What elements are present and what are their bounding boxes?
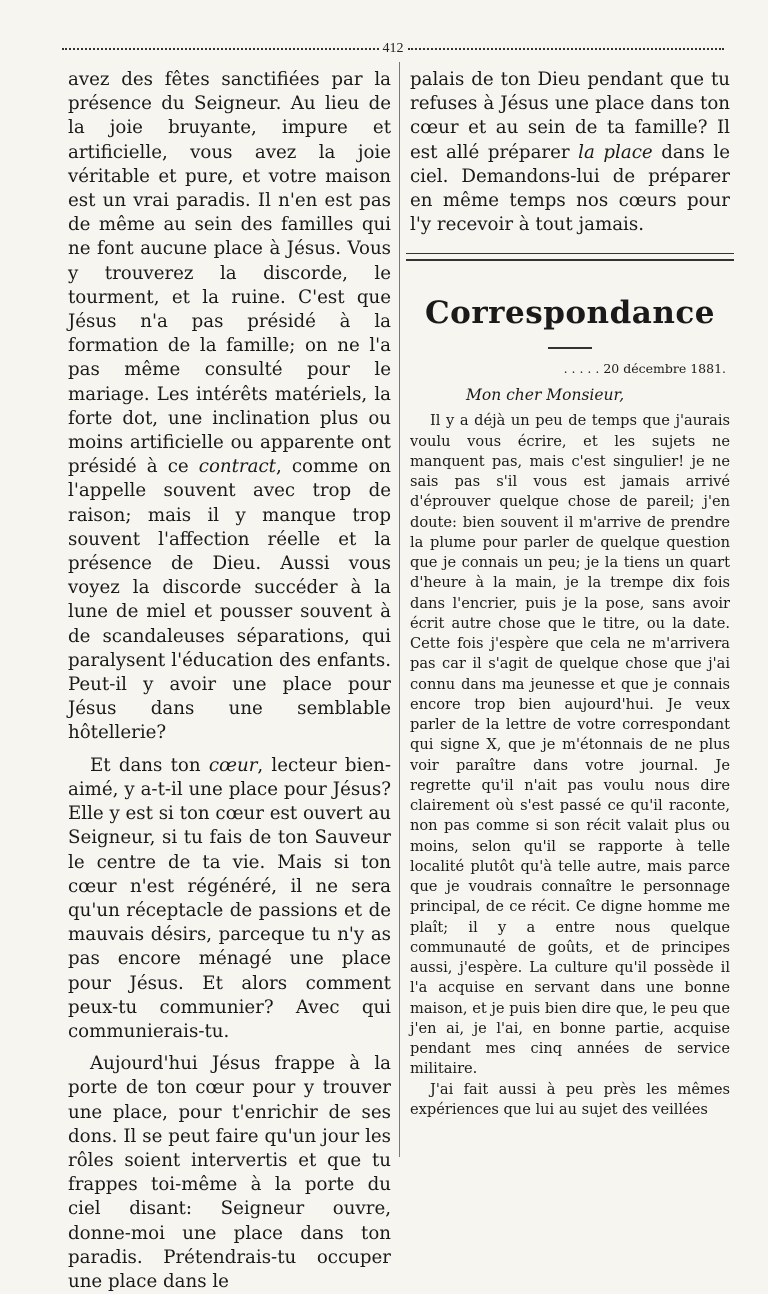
letter-paragraph-2: J'ai fait aussi à peu près les mêmes expériences que lui au sujet des veillées — [410, 1080, 730, 1118]
header-rule-left — [62, 48, 379, 50]
section-heading: Correspondance — [425, 295, 715, 332]
right-top-start: palais de ton Dieu pendant que tu refuses à Jésus une place dans ton cœur et au sein de ta famille? Il est allé préparer — [410, 69, 730, 163]
letter-salutation: Mon cher Monsieur, — [466, 386, 625, 405]
heading-underline — [548, 347, 592, 349]
left-p1-tail: , comme on l'appelle souvent avec trop de raison; mais il y manque trop souvent l'affection réelle et la présence de Dieu. Aussi vous voyez la discorde succéder à la lune de miel et pousser souvent à de scandaleuses séparations, qui paralysent l'éducation des enfants. Peut-il y avoir une place pour Jésus dans une semblable hôtellerie? — [68, 456, 391, 744]
left-p2-emphasis: cœur — [208, 754, 258, 776]
page-number: 412 — [382, 41, 404, 56]
left-paragraph-2 — [68, 754, 391, 1044]
right-column — [410, 68, 730, 1120]
right-top-rest: dans le ciel. Demandons-lui de préparer en même temps nos cœurs pour l'y recevoir à tout jamais. — [410, 141, 730, 236]
column-divider — [399, 62, 400, 1157]
letter-body — [410, 411, 730, 1120]
letter-paragraph-1: Il y a déjà un peu de temps que j'aurais voulu vous écrire, et les sujets ne manquent pas, mais c'est singulier! je ne sais pas s'il vous est jamais arrivé d'éprouver quelque chose de pareil; j'en doute: bien souvent il m'arrive de prendre la plume pour parler de quelque question que je connais un peu; je la tiens un quart d'heure à la main, je la trempe dix fois dans l'encrier, puis je la pose, sans avoir écrit autre chose que le titre, ou la date. Cette fois j'espère que cela ne m'arrivera pas car il s'agit de quelque chose que j'ai connu dans ma jeunesse et que je connais encore trop bien aujourd'hui. Je veux parler de la lettre de votre correspondant qui signe X, que je m'étonnais de ne plus voir paraître dans votre journal. Je regrette qu'il n'ait pas voulu nous dire clairement où s'est passé ce qu'il raconte, non pas comme si son récit valait plus ou moins, selon qu'il se rapporte à telle localité plutôt qu'à telle autre, mais parce que je voudrais connaître le personnage principal, de ce récit. Ce digne homme me plaît; il y a entre nous quelque communauté de goûts, et de principes aussi, j'espère. La culture qu'il possède il l'a acquise en servant dans une bonne maison, et je puis bien dire que, le peu que j'en ai, je l'ai, en bonne partie, acquise pendant mes cinq années de service militaire. — [410, 412, 730, 1078]
header-rule-right — [408, 48, 725, 50]
left-p2-rest: , lecteur bien-aimé, y a-t-il une place pour Jésus? Elle y est si ton cœur est ouvert au Seigneur, si tu fais de ton Sauveur le centre de ta vie. Mais si ton cœur n'est régénéré, il ne sera qu'un réceptacle de passions et de mauvais désirs, parceque tu n'y as pas encore ménagé une place pour Jésus. Et alors comment peux-tu communier? Avec qui communierais-tu. — [68, 754, 391, 1042]
left-paragraph-3: Aujourd'hui Jésus frappe à la porte de ton cœur pour y trouver une place, pour t'enrichir de ses dons. Il se peut faire qu'un jour les rôles soient intervertis et que tu frappes toi-même à la porte du ciel disant: Seigneur ouvre, donne-moi une place dans ton paradis. Prétendrais-tu occuper une place dans le — [68, 1053, 391, 1292]
left-paragraph-1 — [68, 68, 391, 746]
right-top-emphasis: la place — [578, 141, 653, 163]
left-p2-start: Et dans ton — [90, 754, 201, 776]
left-p1-emphasis: contract — [198, 456, 276, 478]
letter-date: . . . . . 20 décembre 1881. — [563, 361, 726, 377]
page-header — [62, 40, 724, 58]
right-paragraph-top — [410, 68, 730, 237]
left-column — [68, 68, 391, 1294]
section-separator — [406, 253, 734, 261]
left-p1-text: avez des fêtes sanctifiées par la présence du Seigneur. Au lieu de la joie bruyante, impure et artificielle, vous avez la joie véritable et pure, et votre maison est un vrai paradis. Il n'en est pas de même au sein des familles qui ne font aucune place à Jésus. Vous y trouverez la discorde, le tourment, et la ruine. C'est que Jésus n'a pas présidé à la formation de la famille; on ne l'a pas même consulté pour le mariage. Les intérêts matériels, la forte dot, une inclination plus ou moins artificielle ou apparente ont présidé à ce — [68, 69, 391, 478]
